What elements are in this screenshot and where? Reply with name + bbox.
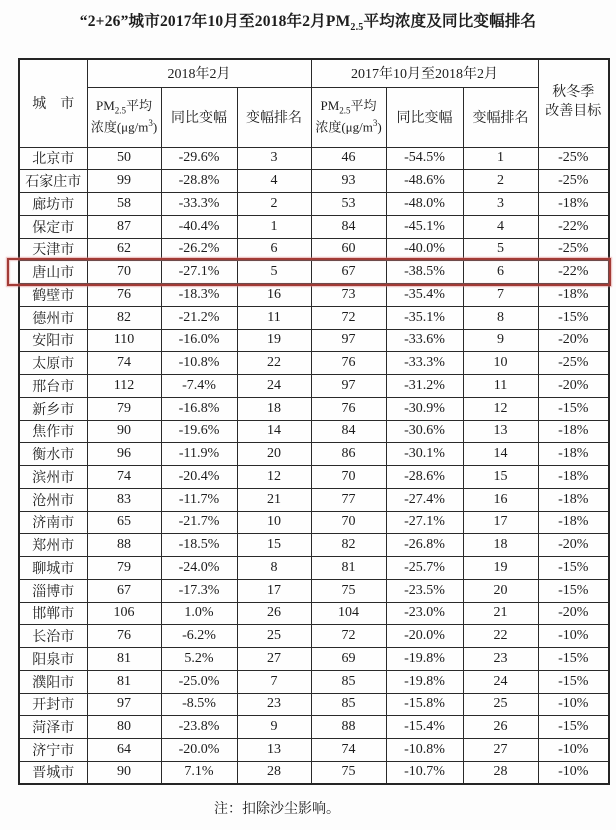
- title-subscript: 2.5: [350, 22, 364, 34]
- cell-rank_period: 28: [463, 761, 538, 784]
- cell-rank_period: 4: [463, 215, 538, 238]
- cell-rank_feb: 12: [237, 466, 311, 489]
- cell-rank_feb: 14: [237, 420, 311, 443]
- pm-label-sup: 3: [148, 117, 153, 128]
- header-row-metrics: [19, 87, 609, 147]
- cell-rank_feb: 28: [237, 761, 311, 784]
- cell-city: 鹤壁市: [19, 284, 87, 307]
- cell-yoy_period: -48.6%: [386, 170, 463, 193]
- cell-rank_feb: 23: [237, 693, 311, 716]
- cell-pm_period: 70: [311, 466, 386, 489]
- table-row: [19, 170, 609, 193]
- cell-rank_period: 11: [463, 375, 538, 398]
- table-row: [19, 352, 609, 375]
- pm-label-suffix: ): [152, 118, 158, 134]
- cell-rank_feb: 10: [237, 511, 311, 534]
- cell-city: 新乡市: [19, 397, 87, 420]
- cell-target: -20%: [538, 375, 609, 398]
- table-row: [19, 261, 609, 284]
- cell-pm_feb: 79: [87, 397, 161, 420]
- cell-city: 衡水市: [19, 443, 87, 466]
- cell-pm_period: 77: [311, 488, 386, 511]
- cell-target: -15%: [538, 557, 609, 580]
- cell-pm_period: 75: [311, 761, 386, 784]
- cell-yoy_period: -25.7%: [386, 557, 463, 580]
- cell-pm_feb: 80: [87, 716, 161, 739]
- table-row: [19, 761, 609, 784]
- cell-rank_feb: 17: [237, 579, 311, 602]
- cell-rank_period: 27: [463, 739, 538, 762]
- cell-rank_feb: 22: [237, 352, 311, 375]
- title-suffix: 平均浓度及同比变幅排名: [363, 13, 537, 30]
- cell-yoy_period: -10.8%: [386, 739, 463, 762]
- cell-yoy_feb: -20.0%: [161, 739, 237, 762]
- cell-city: 阳泉市: [19, 648, 87, 671]
- cell-yoy_feb: -28.8%: [161, 170, 237, 193]
- cell-yoy_period: -10.7%: [386, 761, 463, 784]
- cell-pm_feb: 65: [87, 511, 161, 534]
- cell-target: -15%: [538, 648, 609, 671]
- cell-yoy_period: -48.0%: [386, 193, 463, 216]
- cell-pm_period: 53: [311, 193, 386, 216]
- cell-yoy_period: -27.1%: [386, 511, 463, 534]
- cell-yoy_feb: -33.3%: [161, 193, 237, 216]
- cell-pm_period: 73: [311, 284, 386, 307]
- cell-rank_period: 7: [463, 284, 538, 307]
- cell-yoy_feb: -21.2%: [161, 306, 237, 329]
- cell-city: 太原市: [19, 352, 87, 375]
- cell-yoy_feb: 7.1%: [161, 761, 237, 784]
- cell-city: 濮阳市: [19, 670, 87, 693]
- cell-rank_period: 19: [463, 557, 538, 580]
- cell-yoy_period: -19.8%: [386, 670, 463, 693]
- cell-target: -10%: [538, 625, 609, 648]
- cell-rank_period: 25: [463, 693, 538, 716]
- cell-yoy_feb: -11.7%: [161, 488, 237, 511]
- cell-city: 安阳市: [19, 329, 87, 352]
- table-row: [19, 534, 609, 557]
- table-row: [19, 648, 609, 671]
- cell-yoy_feb: -21.7%: [161, 511, 237, 534]
- cell-yoy_period: -54.5%: [386, 147, 463, 170]
- pm25-ranking-table: [18, 58, 610, 785]
- table-body: [19, 147, 609, 784]
- cell-target: -25%: [538, 238, 609, 261]
- cell-rank_period: 13: [463, 420, 538, 443]
- cell-pm_feb: 87: [87, 215, 161, 238]
- cell-yoy_feb: -25.0%: [161, 670, 237, 693]
- cell-yoy_period: -33.6%: [386, 329, 463, 352]
- cell-city: 石家庄市: [19, 170, 87, 193]
- cell-yoy_period: -15.4%: [386, 716, 463, 739]
- cell-pm_feb: 99: [87, 170, 161, 193]
- cell-yoy_feb: 5.2%: [161, 648, 237, 671]
- cell-target: -10%: [538, 761, 609, 784]
- cell-pm_feb: 74: [87, 352, 161, 375]
- cell-pm_feb: 88: [87, 534, 161, 557]
- cell-target: -18%: [538, 420, 609, 443]
- cell-yoy_feb: -18.3%: [161, 284, 237, 307]
- cell-rank_feb: 4: [237, 170, 311, 193]
- table-row: [19, 443, 609, 466]
- cell-yoy_period: -31.2%: [386, 375, 463, 398]
- cell-yoy_feb: -18.5%: [161, 534, 237, 557]
- cell-yoy_feb: -10.8%: [161, 352, 237, 375]
- cell-rank_period: 9: [463, 329, 538, 352]
- pm-label-prefix: PM: [95, 98, 115, 114]
- cell-rank_period: 24: [463, 670, 538, 693]
- header-yoy-change-feb: 同比变幅: [161, 87, 237, 147]
- cell-pm_feb: 58: [87, 193, 161, 216]
- cell-pm_feb: 50: [87, 147, 161, 170]
- cell-rank_feb: 1: [237, 215, 311, 238]
- cell-rank_feb: 21: [237, 488, 311, 511]
- cell-rank_period: 3: [463, 193, 538, 216]
- cell-pm_period: 46: [311, 147, 386, 170]
- cell-city: 保定市: [19, 215, 87, 238]
- cell-rank_period: 5: [463, 238, 538, 261]
- title-prefix: “2+26”城市2017年10月至2018年2月PM: [79, 13, 351, 30]
- cell-rank_feb: 27: [237, 648, 311, 671]
- cell-city: 焦作市: [19, 420, 87, 443]
- table-row: [19, 238, 609, 261]
- cell-yoy_feb: -40.4%: [161, 215, 237, 238]
- cell-yoy_period: -35.1%: [386, 306, 463, 329]
- cell-pm_period: 97: [311, 375, 386, 398]
- cell-rank_feb: 20: [237, 443, 311, 466]
- table-header: [19, 59, 609, 147]
- cell-rank_feb: 3: [237, 147, 311, 170]
- pm-label-sup: 3: [372, 117, 378, 128]
- cell-target: -10%: [538, 693, 609, 716]
- cell-rank_period: 6: [463, 261, 538, 284]
- cell-city: 济宁市: [19, 739, 87, 762]
- cell-pm_period: 70: [311, 511, 386, 534]
- cell-rank_period: 23: [463, 648, 538, 671]
- footnote: 注：扣除沙尘影响。: [214, 802, 340, 818]
- cell-target: -18%: [538, 443, 609, 466]
- cell-yoy_period: -33.3%: [386, 352, 463, 375]
- cell-target: -18%: [538, 284, 609, 307]
- pm-label-sub: 2.5: [114, 105, 127, 116]
- cell-yoy_period: -45.1%: [386, 215, 463, 238]
- cell-rank_period: 18: [463, 534, 538, 557]
- cell-pm_feb: 76: [87, 625, 161, 648]
- cell-city: 菏泽市: [19, 716, 87, 739]
- cell-target: -15%: [538, 579, 609, 602]
- header-pm-concentration-feb: [87, 87, 161, 147]
- cell-target: -25%: [538, 147, 609, 170]
- cell-yoy_feb: -16.0%: [161, 329, 237, 352]
- cell-rank_period: 17: [463, 511, 538, 534]
- cell-yoy_period: -23.5%: [386, 579, 463, 602]
- target-label-line1: 秋冬季: [552, 85, 595, 101]
- cell-pm_feb: 83: [87, 488, 161, 511]
- table-row: [19, 193, 609, 216]
- cell-rank_feb: 24: [237, 375, 311, 398]
- cell-pm_period: 76: [311, 352, 386, 375]
- table-row: [19, 739, 609, 762]
- cell-pm_period: 85: [311, 693, 386, 716]
- cell-target: -15%: [538, 716, 609, 739]
- cell-yoy_period: -30.1%: [386, 443, 463, 466]
- cell-target: -15%: [538, 397, 609, 420]
- cell-pm_period: 82: [311, 534, 386, 557]
- cell-target: -15%: [538, 670, 609, 693]
- cell-pm_feb: 81: [87, 670, 161, 693]
- table-row: [19, 215, 609, 238]
- pm-label-suffix: ): [377, 118, 382, 134]
- table-row: [19, 284, 609, 307]
- table-row: [19, 306, 609, 329]
- header-change-rank-period: 变幅排名: [463, 87, 538, 147]
- header-group-feb2018: 2018年2月: [87, 59, 311, 87]
- cell-pm_feb: 79: [87, 557, 161, 580]
- cell-yoy_feb: -16.8%: [161, 397, 237, 420]
- cell-rank_feb: 9: [237, 716, 311, 739]
- cell-pm_feb: 64: [87, 739, 161, 762]
- cell-rank_feb: 7: [237, 670, 311, 693]
- cell-rank_period: 14: [463, 443, 538, 466]
- cell-target: -22%: [538, 215, 609, 238]
- cell-yoy_feb: -27.1%: [161, 261, 237, 284]
- pm-label-prefix: PM: [320, 98, 340, 114]
- cell-target: -22%: [538, 261, 609, 284]
- table-row: [19, 557, 609, 580]
- cell-pm_period: 84: [311, 215, 386, 238]
- cell-pm_period: 75: [311, 579, 386, 602]
- cell-target: -18%: [538, 193, 609, 216]
- table-row: [19, 466, 609, 489]
- cell-yoy_period: -19.8%: [386, 648, 463, 671]
- cell-yoy_feb: 1.0%: [161, 602, 237, 625]
- cell-pm_feb: 96: [87, 443, 161, 466]
- cell-city: 郑州市: [19, 534, 87, 557]
- cell-rank_period: 20: [463, 579, 538, 602]
- cell-pm_feb: 81: [87, 648, 161, 671]
- header-change-rank-feb: 变幅排名: [237, 87, 311, 147]
- cell-yoy_period: -40.0%: [386, 238, 463, 261]
- cell-pm_feb: 90: [87, 761, 161, 784]
- cell-target: -20%: [538, 602, 609, 625]
- cell-yoy_period: -30.9%: [386, 397, 463, 420]
- cell-pm_feb: 106: [87, 602, 161, 625]
- cell-yoy_feb: -19.6%: [161, 420, 237, 443]
- header-group-oct2017-feb2018: 2017年10月至2018年2月: [311, 59, 538, 87]
- cell-rank_period: 21: [463, 602, 538, 625]
- cell-target: -18%: [538, 466, 609, 489]
- table-row: [19, 420, 609, 443]
- cell-yoy_feb: -23.8%: [161, 716, 237, 739]
- cell-yoy_period: -23.0%: [386, 602, 463, 625]
- cell-city: 邯郸市: [19, 602, 87, 625]
- header-row-groups: [19, 59, 609, 87]
- cell-yoy_period: -28.6%: [386, 466, 463, 489]
- header-city: 城 市: [19, 59, 87, 147]
- cell-target: -18%: [538, 511, 609, 534]
- cell-yoy_feb: -8.5%: [161, 693, 237, 716]
- cell-pm_period: 84: [311, 420, 386, 443]
- table-row: [19, 488, 609, 511]
- cell-pm_period: 67: [311, 261, 386, 284]
- table-row: [19, 625, 609, 648]
- cell-rank_period: 15: [463, 466, 538, 489]
- pm-label-sub: 2.5: [339, 105, 351, 116]
- cell-target: -25%: [538, 170, 609, 193]
- cell-rank_feb: 16: [237, 284, 311, 307]
- cell-pm_period: 74: [311, 739, 386, 762]
- cell-pm_period: 72: [311, 625, 386, 648]
- cell-pm_period: 81: [311, 557, 386, 580]
- cell-city: 长治市: [19, 625, 87, 648]
- cell-pm_period: 93: [311, 170, 386, 193]
- table-row: [19, 579, 609, 602]
- cell-pm_period: 104: [311, 602, 386, 625]
- cell-target: -20%: [538, 534, 609, 557]
- cell-yoy_feb: -26.2%: [161, 238, 237, 261]
- cell-yoy_period: -15.8%: [386, 693, 463, 716]
- cell-target: -18%: [538, 488, 609, 511]
- cell-city: 德州市: [19, 306, 87, 329]
- cell-yoy_period: -38.5%: [386, 261, 463, 284]
- table-row: [19, 693, 609, 716]
- cell-target: -25%: [538, 352, 609, 375]
- cell-city: 淄博市: [19, 579, 87, 602]
- cell-rank_feb: 19: [237, 329, 311, 352]
- header-yoy-change-period: 同比变幅: [386, 87, 463, 147]
- cell-rank_period: 8: [463, 306, 538, 329]
- cell-yoy_feb: -6.2%: [161, 625, 237, 648]
- cell-pm_period: 60: [311, 238, 386, 261]
- target-label-line2: 改善目标: [545, 104, 602, 120]
- table-row: [19, 329, 609, 352]
- cell-pm_feb: 74: [87, 466, 161, 489]
- header-autumn-winter-target: [538, 59, 609, 147]
- cell-rank_period: 1: [463, 147, 538, 170]
- cell-city: 廊坊市: [19, 193, 87, 216]
- cell-pm_feb: 62: [87, 238, 161, 261]
- cell-target: -20%: [538, 329, 609, 352]
- cell-rank_feb: 11: [237, 306, 311, 329]
- cell-yoy_feb: -24.0%: [161, 557, 237, 580]
- cell-rank_feb: 8: [237, 557, 311, 580]
- cell-pm_feb: 112: [87, 375, 161, 398]
- cell-pm_period: 76: [311, 397, 386, 420]
- cell-target: -15%: [538, 306, 609, 329]
- cell-target: -10%: [538, 739, 609, 762]
- table-row: [19, 511, 609, 534]
- cell-yoy_period: -30.6%: [386, 420, 463, 443]
- cell-yoy_period: -26.8%: [386, 534, 463, 557]
- cell-city: 邢台市: [19, 375, 87, 398]
- cell-rank_feb: 2: [237, 193, 311, 216]
- table-row: [19, 602, 609, 625]
- cell-rank_period: 22: [463, 625, 538, 648]
- cell-yoy_period: -27.4%: [386, 488, 463, 511]
- cell-rank_feb: 5: [237, 261, 311, 284]
- pm-label-mid: 平均浓度(μg/m: [315, 98, 377, 134]
- cell-rank_period: 16: [463, 488, 538, 511]
- pm-label-mid: 平均浓度(μg/m: [90, 98, 153, 134]
- cell-city: 开封市: [19, 693, 87, 716]
- cell-pm_period: 86: [311, 443, 386, 466]
- cell-pm_feb: 76: [87, 284, 161, 307]
- cell-pm_period: 85: [311, 670, 386, 693]
- cell-rank_period: 26: [463, 716, 538, 739]
- cell-city: 滨州市: [19, 466, 87, 489]
- cell-pm_feb: 90: [87, 420, 161, 443]
- cell-yoy_period: -20.0%: [386, 625, 463, 648]
- cell-yoy_feb: -29.6%: [161, 147, 237, 170]
- table-row: [19, 397, 609, 420]
- cell-rank_feb: 13: [237, 739, 311, 762]
- cell-city: 唐山市: [19, 261, 87, 284]
- cell-yoy_feb: -7.4%: [161, 375, 237, 398]
- cell-city: 济南市: [19, 511, 87, 534]
- cell-pm_feb: 82: [87, 306, 161, 329]
- cell-pm_feb: 110: [87, 329, 161, 352]
- cell-city: 天津市: [19, 238, 87, 261]
- table-row: [19, 147, 609, 170]
- cell-pm_period: 97: [311, 329, 386, 352]
- cell-city: 聊城市: [19, 557, 87, 580]
- table-row: [19, 716, 609, 739]
- cell-yoy_period: -35.4%: [386, 284, 463, 307]
- cell-pm_feb: 67: [87, 579, 161, 602]
- page-title: [0, 0, 616, 33]
- cell-rank_period: 12: [463, 397, 538, 420]
- cell-pm_feb: 70: [87, 261, 161, 284]
- cell-rank_feb: 6: [237, 238, 311, 261]
- cell-yoy_feb: -17.3%: [161, 579, 237, 602]
- cell-rank_feb: 25: [237, 625, 311, 648]
- cell-pm_period: 72: [311, 306, 386, 329]
- cell-rank_feb: 18: [237, 397, 311, 420]
- table-row: [19, 375, 609, 398]
- cell-rank_feb: 26: [237, 602, 311, 625]
- cell-city: 北京市: [19, 147, 87, 170]
- table-row: [19, 670, 609, 693]
- cell-pm_feb: 97: [87, 693, 161, 716]
- cell-yoy_feb: -11.9%: [161, 443, 237, 466]
- cell-city: 沧州市: [19, 488, 87, 511]
- header-pm-concentration-period: [311, 87, 386, 147]
- cell-rank_feb: 15: [237, 534, 311, 557]
- cell-city: 晋城市: [19, 761, 87, 784]
- cell-pm_period: 69: [311, 648, 386, 671]
- cell-rank_period: 10: [463, 352, 538, 375]
- cell-yoy_feb: -20.4%: [161, 466, 237, 489]
- cell-pm_period: 88: [311, 716, 386, 739]
- cell-rank_period: 2: [463, 170, 538, 193]
